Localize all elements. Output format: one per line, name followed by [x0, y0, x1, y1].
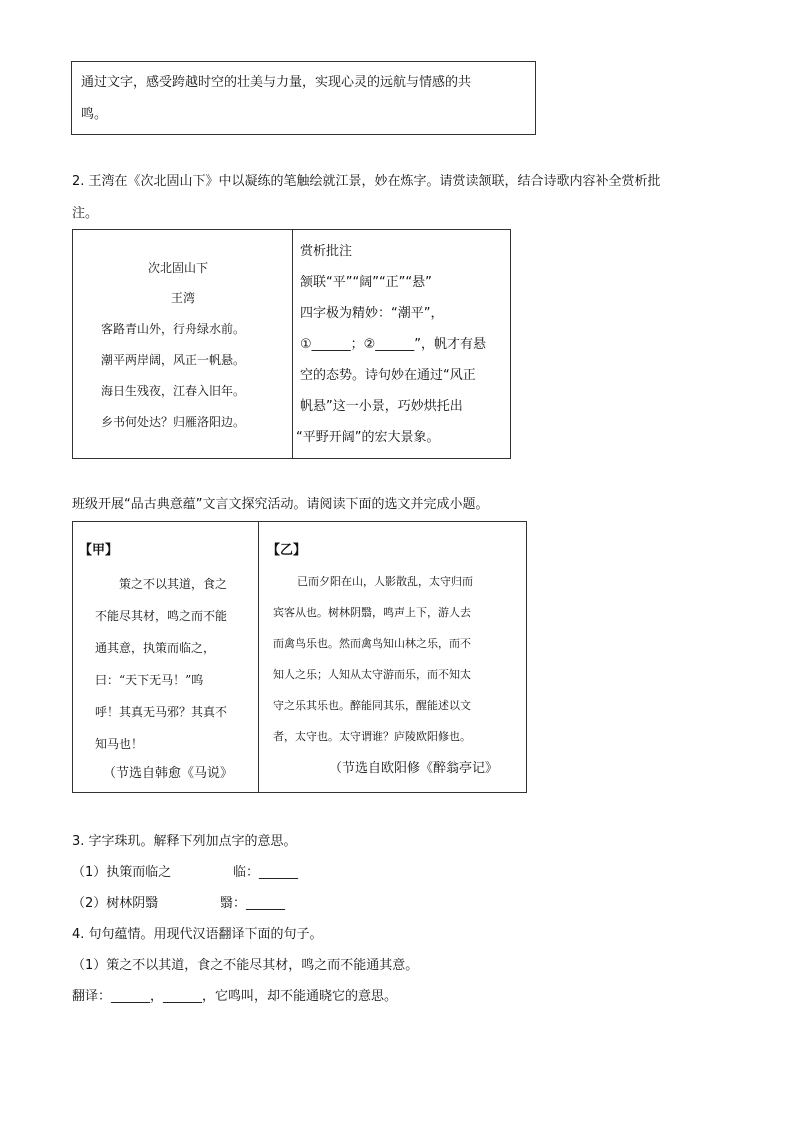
- q3-item-1: （1）执策而临之: [72, 865, 172, 880]
- annotation-line-1: 颔联“平”“阔”“正”“悬”: [300, 275, 432, 290]
- yi-line-3: 而禽鸟乐也。然而禽鸟知山林之乐，而不: [273, 637, 471, 650]
- intro-line-2: 鸣。: [81, 107, 108, 122]
- jia-line-2: 不能尽其材，鸣之而不能: [95, 609, 228, 623]
- yi-line-6: 者，太守也。太守谓谁？庐陵欧阳修也。: [273, 730, 471, 743]
- yi-cell: [258, 521, 527, 793]
- jia-source: （节选自韩愈《马说》: [103, 766, 234, 781]
- annotation-line-2: 四字极为精妙：“潮平”，: [300, 306, 444, 321]
- q2-line-2: 注。: [72, 206, 99, 221]
- jia-cell: [72, 521, 259, 793]
- q3-item-2-answer: 翳：______: [220, 896, 286, 911]
- annotation-line-5: 帆悬”这一小景，巧妙烘托出: [300, 399, 463, 414]
- poem-table: [72, 229, 511, 459]
- q3-item-1-answer: 临：______: [233, 865, 299, 880]
- activity-intro: 班级开展“品古典意蕴”文言文探究活动。请阅读下面的选文并完成小题。: [72, 497, 489, 512]
- poem-line-2: 潮平两岸阔，风正一帆悬。: [101, 353, 246, 367]
- annotation-line-3: ①______；②______”，帆才有悬: [300, 337, 487, 352]
- q4-translation: 翻译：______，______，它鸣叫，却不能通晓它的意思。: [72, 989, 398, 1004]
- annotation-cell: [292, 229, 511, 459]
- poem-line-3: 海日生残夜，江春入旧年。: [101, 384, 246, 398]
- jia-line-3: 通其意，执策而临之，: [95, 641, 216, 655]
- poem-cell: [72, 229, 293, 459]
- jia-line-5: 呼！其真无马邪？其真不: [95, 705, 228, 719]
- jia-line-4: 曰：“天下无马！”呜: [95, 673, 204, 687]
- yi-line-4: 知人之乐；人知从太守游而乐，而不知太: [273, 668, 471, 681]
- poem-author: 王湾: [171, 291, 196, 305]
- intro-box: [71, 61, 536, 135]
- yi-source: （节选自欧阳修《醉翁亭记》: [329, 761, 499, 776]
- jia-label: 【甲】: [79, 543, 119, 558]
- q4-item-1: （1）策之不以其道，食之不能尽其材，鸣之而不能通其意。: [72, 958, 419, 973]
- annotation-line-6: “平野开阔”的宏大景象。: [296, 430, 440, 445]
- annotation-heading: 赏析批注: [300, 244, 353, 259]
- poem-title: 次北固山下: [148, 261, 209, 275]
- passages-table: [72, 521, 527, 793]
- yi-line-5: 守之乐其乐也。醉能同其乐，醒能述以文: [273, 699, 471, 712]
- jia-line-6: 知马也！: [95, 737, 144, 751]
- annotation-line-4: 空的态势。诗句妙在通过“风正: [300, 368, 476, 383]
- yi-line-2: 宾客从也。树林阴翳，鸣声上下，游人去: [273, 606, 471, 619]
- yi-line-1: 已而夕阳在山，人影散乱，太守归而: [297, 575, 473, 588]
- q3-item-2: （2）树林阴翳: [72, 896, 159, 911]
- q3-title: 3. 字字珠玑。解释下列加点字的意思。: [72, 834, 297, 849]
- yi-label: 【乙】: [267, 543, 307, 558]
- q4-title: 4. 句句蕴情。用现代汉语翻译下面的句子。: [72, 927, 323, 942]
- jia-line-1: 策之不以其道，食之: [119, 577, 228, 591]
- q2-line-1: 2. 王湾在《次北固山下》中以凝练的笔触绘就江景，妙在炼字。请赏读颔联，结合诗歌内容补全赏析批: [72, 174, 661, 189]
- poem-line-1: 客路青山外，行舟绿水前。: [101, 322, 246, 336]
- intro-line-1: 通过文字，感受跨越时空的壮美与力量，实现心灵的远航与情感的共: [81, 75, 472, 90]
- poem-line-4: 乡书何处达？归雁洛阳边。: [101, 415, 246, 429]
